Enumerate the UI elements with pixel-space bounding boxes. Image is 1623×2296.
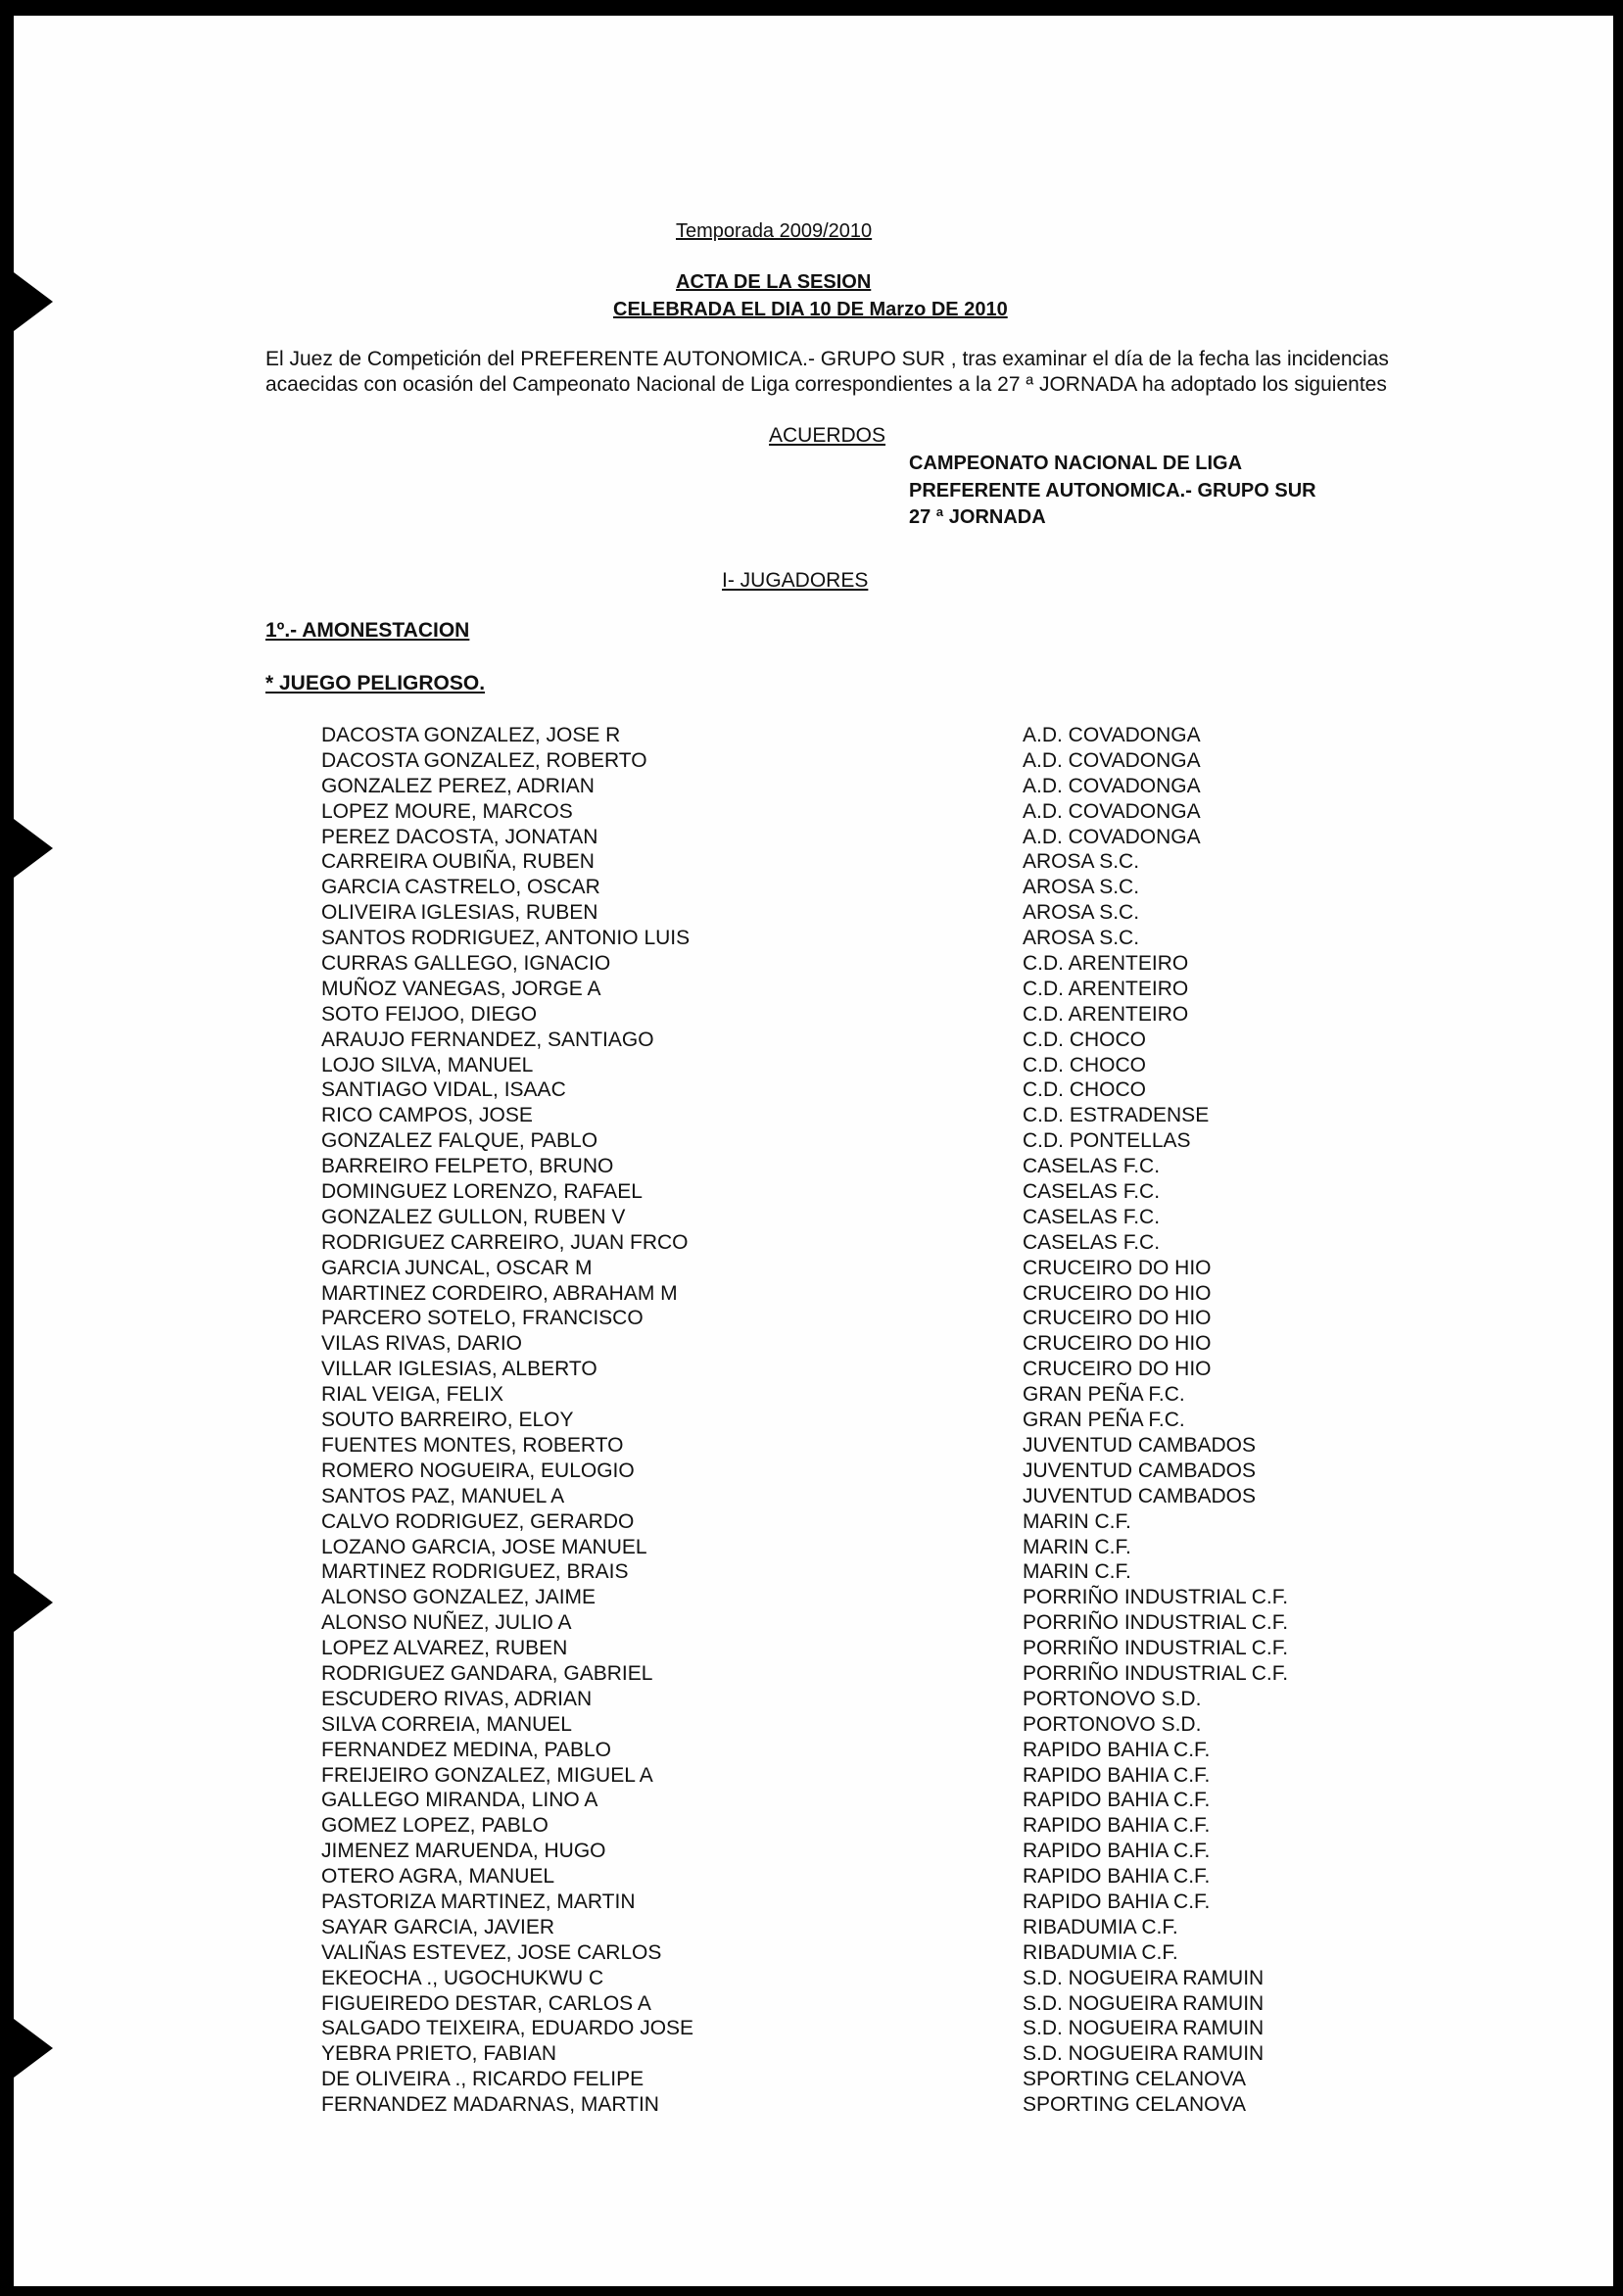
club-name: C.D. ARENTEIRO xyxy=(1023,1002,1189,1026)
player-name: GOMEZ LOPEZ, PABLO xyxy=(321,1814,549,1838)
club-name: CASELAS F.C. xyxy=(1023,1205,1161,1228)
player-name: GALLEGO MIRANDA, LINO A xyxy=(321,1789,598,1812)
category-title: * JUEGO PELIGROSO. xyxy=(265,672,486,694)
player-name: BARREIRO FELPETO, BRUNO xyxy=(321,1155,614,1178)
player-name: FREIJEIRO GONZALEZ, MIGUEL A xyxy=(321,1763,653,1787)
player-name: FIGUEIREDO DESTAR, CARLOS A xyxy=(321,1991,651,2015)
club-name: A.D. COVADONGA xyxy=(1023,724,1201,746)
player-name: SALGADO TEIXEIRA, EDUARDO JOSE xyxy=(321,2017,694,2040)
club-name: GRAN PEÑA F.C. xyxy=(1023,1383,1185,1407)
player-name: SANTIAGO VIDAL, ISAAC xyxy=(321,1078,566,1102)
agreements-label: ACUERDOS xyxy=(769,424,886,447)
act-title: ACTA DE LA SESION xyxy=(676,271,872,293)
club-name: C.D. CHOCO xyxy=(1023,1053,1146,1076)
player-name: SOTO FEIJOO, DIEGO xyxy=(321,1002,538,1026)
club-name: RAPIDO BAHIA C.F. xyxy=(1023,1763,1211,1787)
club-name: AROSA S.C. xyxy=(1023,850,1140,874)
club-name: S.D. NOGUEIRA RAMUIN xyxy=(1023,2017,1265,2040)
player-name: RODRIGUEZ CARREIRO, JUAN FRCO xyxy=(321,1230,689,1254)
club-name: PORTONOVO S.D. xyxy=(1023,1712,1202,1736)
player-name: VILLAR IGLESIAS, ALBERTO xyxy=(321,1358,597,1381)
club-name: SPORTING CELANOVA xyxy=(1023,2068,1246,2091)
club-name: RAPIDO BAHIA C.F. xyxy=(1023,1814,1211,1838)
club-name: PORRIÑO INDUSTRIAL C.F. xyxy=(1023,1637,1289,1660)
act-date: CELEBRADA EL DIA 10 DE Marzo DE 2010 xyxy=(613,299,1008,320)
club-name: S.D. NOGUEIRA RAMUIN xyxy=(1023,1966,1265,1989)
player-list xyxy=(321,723,693,2118)
player-name: PASTORIZA MARTINEZ, MARTIN xyxy=(321,1889,636,1913)
player-name: JIMENEZ MARUENDA, HUGO xyxy=(321,1840,606,1863)
player-name: CALVO RODRIGUEZ, GERARDO xyxy=(321,1509,635,1533)
page-edge-notch xyxy=(14,272,53,331)
player-name: OTERO AGRA, MANUEL xyxy=(321,1865,555,1889)
club-name: RAPIDO BAHIA C.F. xyxy=(1023,1889,1211,1913)
intro-paragraph: El Juez de Competición del PREFERENTE AUTONOMICA.- GRUPO SUR , tras examinar el día de la fecha las incidencias acaecidas con ocasión del Campeonato Nacional de Liga correspondientes a la 27 ª JORNADA ha adoptado los siguientes xyxy=(265,348,1389,396)
player-name: FUENTES MONTES, ROBERTO xyxy=(321,1433,624,1457)
club-name: RAPIDO BAHIA C.F. xyxy=(1023,1840,1211,1863)
player-name: OLIVEIRA IGLESIAS, RUBEN xyxy=(321,901,598,925)
player-name: EKEOCHA ., UGOCHUKWU C xyxy=(321,1966,604,1989)
club-name: CRUCEIRO DO HIO xyxy=(1023,1358,1212,1381)
page-edge-notch xyxy=(14,819,53,878)
club-name: JUVENTUD CAMBADOS xyxy=(1023,1433,1257,1457)
player-name: MUÑOZ VANEGAS, JORGE A xyxy=(321,977,601,1000)
club-name: PORRIÑO INDUSTRIAL C.F. xyxy=(1023,1661,1289,1685)
group-name: PREFERENTE AUTONOMICA.- GRUPO SUR xyxy=(909,480,1316,502)
subsection-title: 1º.- AMONESTACION xyxy=(265,619,470,642)
player-name: RIAL VEIGA, FELIX xyxy=(321,1383,503,1407)
club-name: RIBADUMIA C.F. xyxy=(1023,1915,1178,1938)
player-name: DACOSTA GONZALEZ, ROBERTO xyxy=(321,748,647,772)
club-name: S.D. NOGUEIRA RAMUIN xyxy=(1023,1991,1265,2015)
club-name: PORTONOVO S.D. xyxy=(1023,1687,1202,1710)
club-name: C.D. ARENTEIRO xyxy=(1023,977,1189,1000)
player-name: DOMINGUEZ LORENZO, RAFAEL xyxy=(321,1180,643,1204)
player-name: VALIÑAS ESTEVEZ, JOSE CARLOS xyxy=(321,1940,662,1964)
round-label: 27 ª JORNADA xyxy=(909,506,1046,528)
player-name: ROMERO NOGUEIRA, EULOGIO xyxy=(321,1459,635,1482)
player-name: MARTINEZ CORDEIRO, ABRAHAM M xyxy=(321,1281,678,1305)
club-name: CRUCEIRO DO HIO xyxy=(1023,1307,1212,1330)
player-name: VILAS RIVAS, DARIO xyxy=(321,1332,523,1356)
player-name: LOZANO GARCIA, JOSE MANUEL xyxy=(321,1535,647,1558)
club-name: RAPIDO BAHIA C.F. xyxy=(1023,1789,1211,1812)
player-name: ALONSO NUÑEZ, JULIO A xyxy=(321,1611,572,1635)
player-name: ESCUDERO RIVAS, ADRIAN xyxy=(321,1687,593,1710)
club-name: A.D. COVADONGA xyxy=(1023,825,1201,848)
club-name: AROSA S.C. xyxy=(1023,876,1140,899)
player-name: ALONSO GONZALEZ, JAIME xyxy=(321,1586,597,1609)
player-name: YEBRA PRIETO, FABIAN xyxy=(321,2042,557,2066)
player-name: SANTOS RODRIGUEZ, ANTONIO LUIS xyxy=(321,927,691,950)
club-name: A.D. COVADONGA xyxy=(1023,748,1201,772)
player-name: SILVA CORREIA, MANUEL xyxy=(321,1712,572,1736)
club-name: CASELAS F.C. xyxy=(1023,1230,1161,1254)
player-name: SANTOS PAZ, MANUEL A xyxy=(321,1484,565,1507)
player-name: FERNANDEZ MADARNAS, MARTIN xyxy=(321,2093,659,2117)
page-edge-notch xyxy=(14,2019,53,2078)
player-name: RICO CAMPOS, JOSE xyxy=(321,1104,533,1127)
club-list xyxy=(1023,723,1288,2118)
club-name: CRUCEIRO DO HIO xyxy=(1023,1281,1212,1305)
page-edge-notch xyxy=(14,1573,53,1632)
club-name: C.D. ESTRADENSE xyxy=(1023,1104,1210,1127)
club-name: C.D. CHOCO xyxy=(1023,1028,1146,1051)
club-name: RAPIDO BAHIA C.F. xyxy=(1023,1738,1211,1761)
player-name: SAYAR GARCIA, JAVIER xyxy=(321,1915,555,1938)
club-name: A.D. COVADONGA xyxy=(1023,774,1201,797)
player-name: MARTINEZ RODRIGUEZ, BRAIS xyxy=(321,1560,629,1584)
player-name: ARAUJO FERNANDEZ, SANTIAGO xyxy=(321,1028,654,1051)
player-name: CURRAS GALLEGO, IGNACIO xyxy=(321,952,611,976)
player-name: PEREZ DACOSTA, JONATAN xyxy=(321,825,598,848)
club-name: CASELAS F.C. xyxy=(1023,1180,1161,1204)
player-name: SOUTO BARREIRO, ELOY xyxy=(321,1409,574,1432)
club-name: CRUCEIRO DO HIO xyxy=(1023,1256,1212,1279)
club-name: AROSA S.C. xyxy=(1023,901,1140,925)
player-name: GONZALEZ PEREZ, ADRIAN xyxy=(321,774,595,797)
club-name: MARIN C.F. xyxy=(1023,1560,1131,1584)
player-name: RODRIGUEZ GANDARA, GABRIEL xyxy=(321,1661,653,1685)
club-name: GRAN PEÑA F.C. xyxy=(1023,1409,1185,1432)
player-name: GARCIA CASTRELO, OSCAR xyxy=(321,876,600,899)
player-name: DACOSTA GONZALEZ, JOSE R xyxy=(321,724,621,746)
club-name: C.D. PONTELLAS xyxy=(1023,1129,1191,1153)
player-name: GARCIA JUNCAL, OSCAR M xyxy=(321,1256,593,1279)
club-name: CRUCEIRO DO HIO xyxy=(1023,1332,1212,1356)
club-name: PORRIÑO INDUSTRIAL C.F. xyxy=(1023,1586,1289,1609)
club-name: C.D. ARENTEIRO xyxy=(1023,952,1189,976)
club-name: MARIN C.F. xyxy=(1023,1535,1131,1558)
club-name: S.D. NOGUEIRA RAMUIN xyxy=(1023,2042,1265,2066)
championship-name: CAMPEONATO NACIONAL DE LIGA xyxy=(909,453,1243,474)
club-name: RAPIDO BAHIA C.F. xyxy=(1023,1865,1211,1889)
club-name: JUVENTUD CAMBADOS xyxy=(1023,1484,1257,1507)
player-name: CARREIRA OUBIÑA, RUBEN xyxy=(321,850,595,874)
club-name: PORRIÑO INDUSTRIAL C.F. xyxy=(1023,1611,1289,1635)
player-name: LOPEZ ALVAREZ, RUBEN xyxy=(321,1637,568,1660)
club-name: MARIN C.F. xyxy=(1023,1509,1131,1533)
player-name: GONZALEZ FALQUE, PABLO xyxy=(321,1129,598,1153)
club-name: A.D. COVADONGA xyxy=(1023,799,1201,823)
club-name: AROSA S.C. xyxy=(1023,927,1140,950)
player-name: DE OLIVEIRA ., RICARDO FELIPE xyxy=(321,2068,644,2091)
player-name: FERNANDEZ MEDINA, PABLO xyxy=(321,1738,611,1761)
club-name: JUVENTUD CAMBADOS xyxy=(1023,1459,1257,1482)
club-name: RIBADUMIA C.F. xyxy=(1023,1940,1178,1964)
season-title: Temporada 2009/2010 xyxy=(676,220,873,242)
player-name: PARCERO SOTELO, FRANCISCO xyxy=(321,1307,644,1330)
player-name: LOPEZ MOURE, MARCOS xyxy=(321,799,573,823)
club-name: SPORTING CELANOVA xyxy=(1023,2093,1246,2117)
club-name: CASELAS F.C. xyxy=(1023,1155,1161,1178)
player-name: LOJO SILVA, MANUEL xyxy=(321,1053,534,1076)
player-name: GONZALEZ GULLON, RUBEN V xyxy=(321,1205,626,1228)
club-name: C.D. CHOCO xyxy=(1023,1078,1146,1102)
section-title: I- JUGADORES xyxy=(722,569,869,592)
